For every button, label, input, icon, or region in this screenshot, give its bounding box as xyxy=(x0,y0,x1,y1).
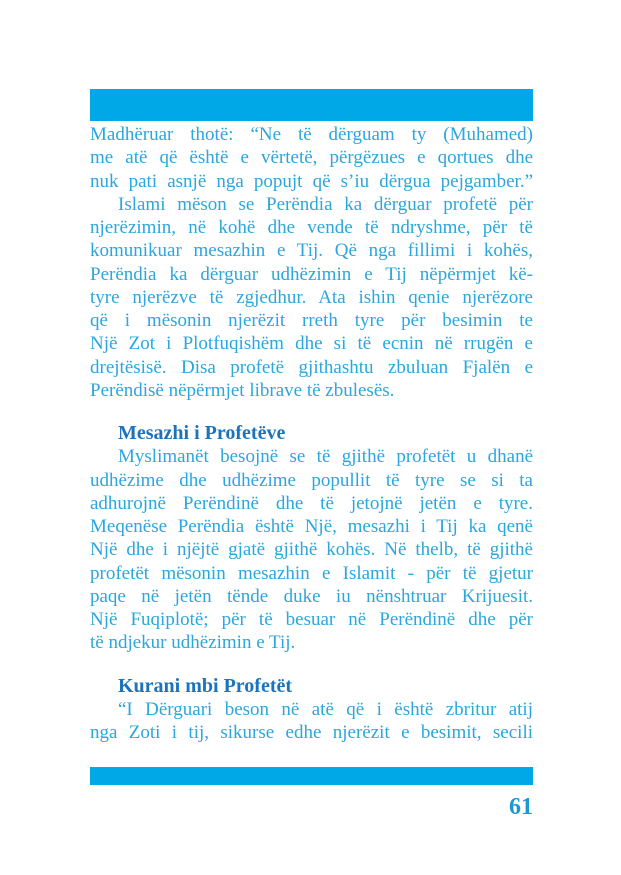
text-line: Meqenëse Perëndia është Një, mesazhi i Tij ka qenë xyxy=(90,516,533,537)
text-line: paqe në jetën tënde duke iu nënshtruar Krijuesit. xyxy=(90,585,533,607)
paragraph xyxy=(90,445,533,654)
paragraph xyxy=(90,698,533,745)
text-line: Islami mëson se Perëndia ka dërguar profetë për xyxy=(118,193,533,215)
text-line: adhurojnë Perëndinë dhe të jetojnë jetën e tyre. xyxy=(90,492,533,514)
text-line: Perëndia ka dërguar udhëzimin e Tij nëpërmjet kë- xyxy=(90,263,533,285)
bottom-divider-bar xyxy=(90,767,533,785)
text-line: nga Zoti i tij, sikurse edhe njerëzit e besimit, secili xyxy=(90,722,533,743)
paragraph xyxy=(90,123,533,193)
text-line: Perëndisë nëpërmjet librave të zbulesës. xyxy=(90,379,395,401)
section-heading: Kurani mbi Profetët xyxy=(118,674,293,697)
paragraph xyxy=(90,193,533,402)
top-divider-bar xyxy=(90,89,533,121)
text-line: Madhëruar thotë: “Ne të dërguam ty (Muhamed) xyxy=(90,124,533,145)
page-number: 61 xyxy=(509,794,533,820)
text-line: Një Zot i Plotfuqishëm dhe si të ecnin në rrugën e xyxy=(90,333,533,355)
text-line: të ndjekur udhëzimin e Tij. xyxy=(90,632,296,654)
text-line: drejtësisë. Disa profetë gjithashtu zbuluan Fjalën e xyxy=(90,356,533,378)
text-line: komunikuar mesazhin e Tij. Që nga fillimi i kohës, xyxy=(90,240,533,262)
text-line: Një Fuqiplotë; për të besuar në Perëndinë dhe për xyxy=(90,609,533,630)
text-line: “I Dërguari beson në atë që i është zbritur atij xyxy=(118,698,533,720)
text-line: nuk pati asnjë nga popujt që s’iu dërgua pejgamber.” xyxy=(90,170,533,192)
section-heading: Mesazhi i Profetëve xyxy=(118,422,286,444)
text-line: njerëzimin, në kohë dhe vende të ndryshme, për të xyxy=(90,217,533,238)
text-line: profetët mësonin mesazhin e Islamit - për të gjetur xyxy=(90,562,533,584)
page-body xyxy=(90,123,533,744)
text-line: që i mësonin njerëzit rreth tyre për besimin te xyxy=(90,310,533,331)
text-line: Një dhe i njëjtë gjatë gjithë kohës. Në thelb, të gjithë xyxy=(90,539,533,561)
page-footer xyxy=(90,794,533,821)
text-line: me atë që është e vërtetë, përgëzues e qortues dhe xyxy=(90,147,533,169)
text-line: udhëzime dhe udhëzime popullit të tyre se si ta xyxy=(90,469,533,491)
text-line: tyre njerëzve të zgjedhur. Ata ishin qenie njerëzore xyxy=(90,286,533,308)
text-line: Myslimanët besojnë se të gjithë profetët u dhanë xyxy=(118,446,533,468)
